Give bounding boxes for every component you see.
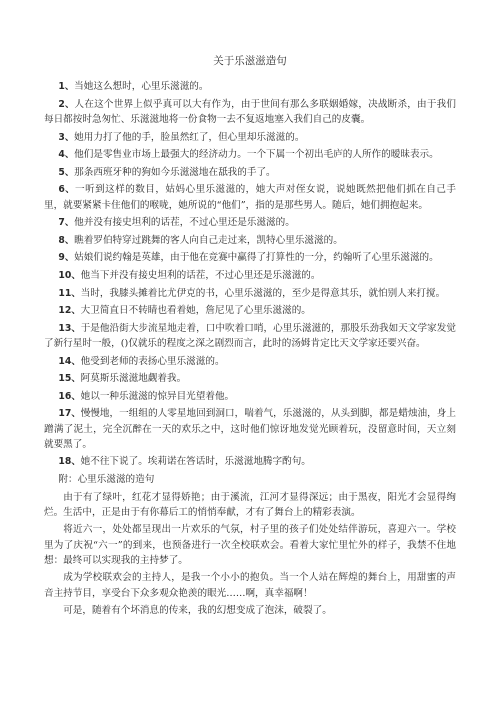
sentence-number: 7、 xyxy=(58,217,75,229)
sentence-list xyxy=(44,79,456,469)
sentence-item xyxy=(44,268,456,283)
document-title: 关于乐滋滋造句 xyxy=(213,55,287,67)
attachment-heading: 附：心里乐滋滋的造句 xyxy=(58,473,155,485)
sentence-number: 2、 xyxy=(58,98,75,110)
sentence-number: 1、 xyxy=(58,81,75,93)
sentence-text: 阿莫斯乐滋滋地觑着我。 xyxy=(80,373,187,385)
sentence-item xyxy=(44,215,456,230)
sentence-item xyxy=(44,389,456,404)
sentence-text: 人在这个世界上似乎真可以大有作为，由于世间有那么多联姻婚嫁，决战断杀，由于我们每日都按时急匆忙、乐滋滋地将一份食物一去不复返地塞入我们自己的皮囊。 xyxy=(44,98,456,125)
essay-paragraph: 可是，随着有个坏消息的传来，我的幻想变成了泡沫，破裂了。 xyxy=(63,605,332,617)
sentence-item xyxy=(44,147,456,162)
sentence-text: 当时，我膝头摊着比尤伊克的书，心里乐滋滋的，至少是得意其乐，就怕别人来打搅。 xyxy=(80,287,446,299)
sentence-item xyxy=(44,371,456,386)
sentence-item xyxy=(44,165,456,180)
sentence-text: 一听到这样的数目，姑妈心里乐滋滋的，她大声对侄女说，说她既然把他们抓在自己手里，就要紧紧卡住他们的喉咙，她所说的“他们”，指的是那些男人。随后，她们拥抱起来。 xyxy=(44,184,456,211)
essay-body xyxy=(44,490,456,619)
sentence-item xyxy=(44,406,456,452)
essay-paragraph: 将近六一，处处都呈现出一片欢乐的气氛，村子里的孩子们处处结伴游玩，喜迎六一。学校里为了庆祝“六一”的到来，也预备进行一次全校联欢会。看着大家忙里忙外的样子，我禁不住地想：最终可以实现我的主持梦了。 xyxy=(44,524,456,566)
sentence-number: 18、 xyxy=(58,456,81,468)
sentence-text: 她以一种乐滋滋的惊异目光望着他。 xyxy=(80,390,235,402)
sentence-item xyxy=(44,454,456,469)
sentence-text: 慢慢地，一组组的人零星地回到洞口，喘着气，乐滋滋的，从头到脚，都是蜡烛油，身上蹭满了泥土，完全沉醉在一天的欢乐之中，这时他们惊讶地发觉光顾着玩，没留意时间，天立刻就要黑了。 xyxy=(44,408,456,450)
sentence-number: 5、 xyxy=(58,166,75,178)
essay-paragraph: 由于有了绿叶，红花才显得娇艳；由于溪流，江河才显得深远；由于黑夜，阳光才会显得绚烂。生活中，正是由于有你幕后工的悄悄奉献，才有了舞台上的精彩表演。 xyxy=(44,491,456,518)
sentence-item xyxy=(44,303,456,318)
sentence-number: 10、 xyxy=(58,269,81,281)
sentence-text: 她不往下说了。埃莉诺在答话时，乐滋滋地腾字酌句。 xyxy=(80,456,311,468)
sentence-text: 于是他沿街大步流星地走着，口中吹着口哨，心里乐滋滋的，那股乐劲我如天文学家发觉了新行星时一般，()仅就乐的程度之深之剧烈而言，此时的汤姆肯定比天文学家还要兴奋。 xyxy=(44,322,456,349)
sentence-text: 姑娘们说约翰是英雄，由于他在竞赛中赢得了打算性的一分，约翰听了心里乐滋滋的。 xyxy=(74,252,439,264)
sentence-number: 15、 xyxy=(58,373,81,385)
sentence-text: 他们是零售业市场上最强大的经济动力。一个下属一个初出毛庐的人所作的暧昧表示。 xyxy=(74,149,439,161)
sentence-text: 那条西班牙种的狗如今乐滋滋地在舐我的手了。 xyxy=(74,166,276,178)
sentence-number: 4、 xyxy=(58,149,75,161)
sentence-text: 他当下并没有接史坦利的话茬，不过心里还是乐滋滋的。 xyxy=(80,269,321,281)
sentence-text: 当她这么想时，心里乐滋滋的。 xyxy=(74,81,209,93)
sentence-number: 6、 xyxy=(58,184,76,196)
sentence-number: 16、 xyxy=(58,390,81,402)
sentence-text: 瞧着罗伯特穿过跳舞的客人向自己走过来，凯特心里乐滋滋的。 xyxy=(74,234,343,246)
sentence-number: 12、 xyxy=(58,305,81,317)
sentence-number: 9、 xyxy=(58,252,75,264)
sentence-item xyxy=(44,250,456,265)
sentence-item xyxy=(44,130,456,145)
sentence-number: 11、 xyxy=(58,287,81,299)
sentence-item xyxy=(44,233,456,248)
sentence-number: 3、 xyxy=(58,131,75,143)
sentence-item xyxy=(44,182,456,212)
sentence-text: 他受到老师的表扬心里乐滋滋的。 xyxy=(80,355,225,367)
sentence-number: 17、 xyxy=(58,408,81,420)
sentence-item xyxy=(44,79,456,94)
sentence-item xyxy=(44,286,456,301)
sentence-number: 8、 xyxy=(58,234,75,246)
sentence-number: 14、 xyxy=(58,355,81,367)
sentence-item xyxy=(44,354,456,369)
essay-paragraph: 成为学校联欢会的主持人，是我一个小小的抱负。当一个人站在辉煌的舞台上，用甜蜜的声音主持节目，享受台下众多观众艳羡的眼光……啊，真幸福啊！ xyxy=(44,572,456,599)
sentence-item xyxy=(44,321,456,351)
sentence-number: 13、 xyxy=(58,322,81,334)
sentence-item xyxy=(44,97,456,127)
sentence-text: 大卫简直日不转睛也看着她，詹尼见了心里乐滋滋的。 xyxy=(80,305,311,317)
sentence-text: 她用力打了他的手，脸虽然红了，但心里却乐滋滋的。 xyxy=(74,131,305,143)
sentence-text: 他并没有接史坦利的话茬，不过心里还是乐滋滋的。 xyxy=(74,217,295,229)
